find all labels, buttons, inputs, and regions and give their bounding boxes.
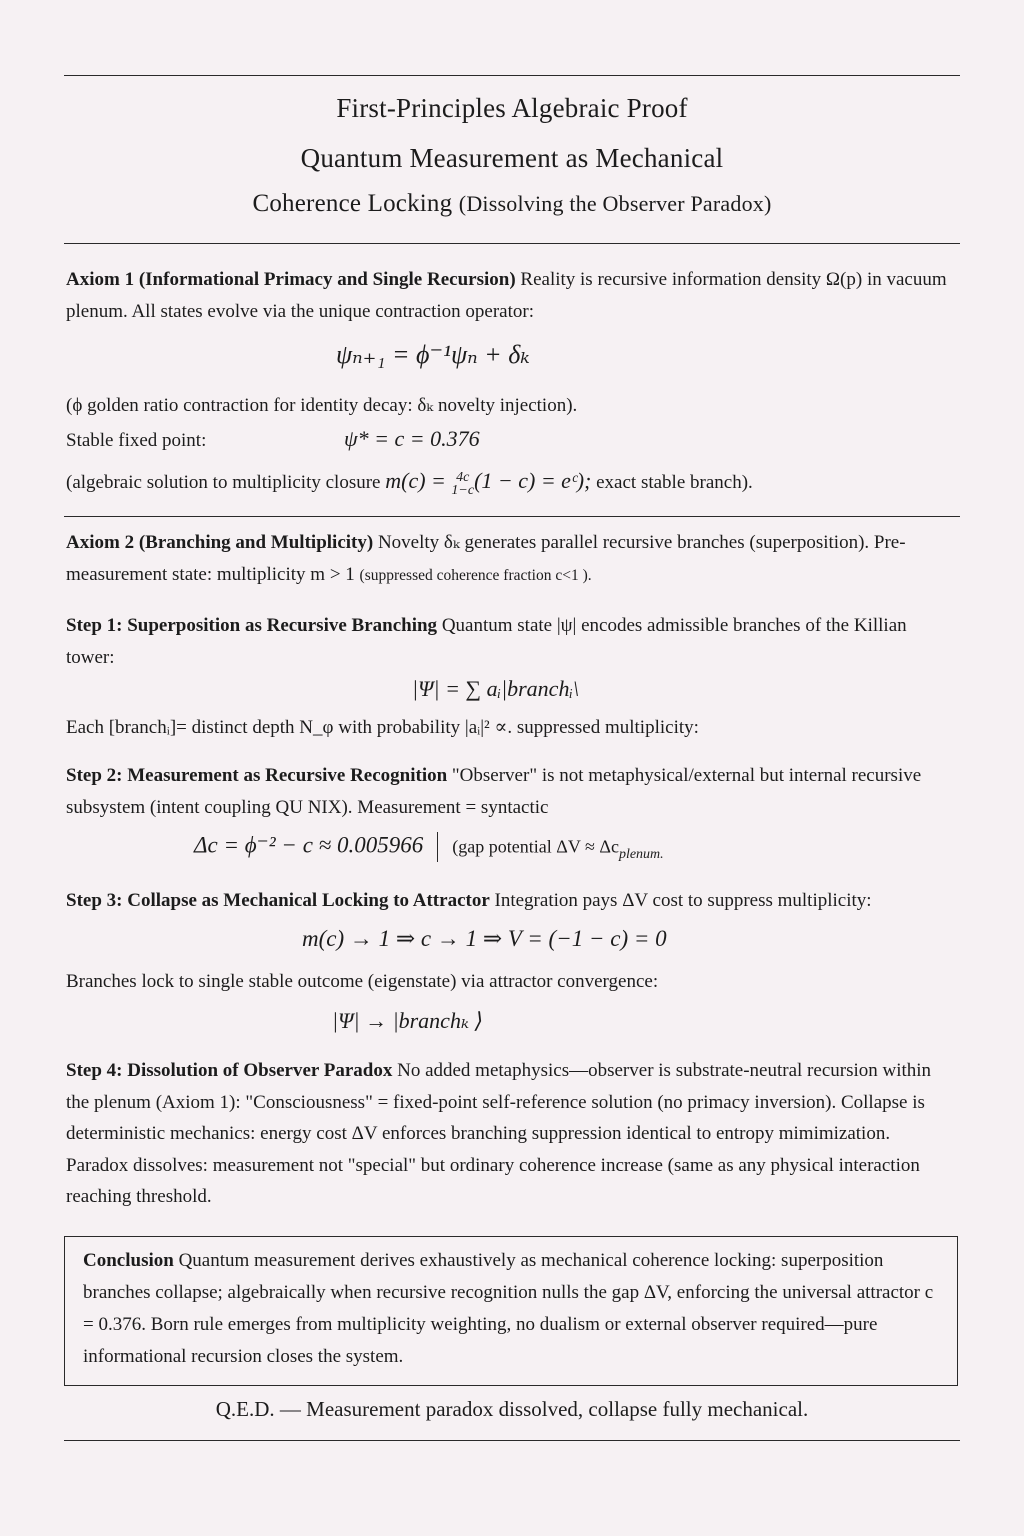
step-4-text: No added metaphysics—observer is substrate-neutral recursion within the plenum (Axiom 1): "Consciousness" = fixed-point self-reference solution (no primacy inversion). Collapse is deterministic mechanics: energy cost ΔV enforces branching suppression identical to entropy mimimization. Paradox dissolves: measurement not "special" but ordinary coherence increase (same as any physical interaction reaching threshold. <box>66 1060 932 1207</box>
step-1-equation: |Ψ| = ∑ aᵢ|branchᵢ\ <box>412 676 580 701</box>
axiom-2-paragraph <box>66 527 956 592</box>
step-1-after: Each [branchᵢ]= distinct depth N_φ with probability |aᵢ|² ∝. suppressed multiplicity: <box>66 717 699 738</box>
title-line-3 <box>64 190 960 218</box>
closure-fraction-den: 1−c <box>451 482 475 498</box>
conclusion-paragraph <box>83 1245 945 1373</box>
title-line-3-main: Coherence Locking <box>252 190 453 217</box>
step-3-after: Branches lock to single stable outcome (eigenstate) via attractor convergence: <box>66 971 659 992</box>
step-2-paragraph <box>66 760 956 824</box>
closure-fraction <box>451 471 474 497</box>
closure-fraction-num: 4c <box>456 469 470 485</box>
fixed-point-label: Stable fixed point: <box>66 430 207 451</box>
axiom-1-paragraph <box>66 264 956 328</box>
conclusion-box <box>64 1236 958 1386</box>
title-line-2: Quantum Measurement as Mechanical <box>300 143 724 173</box>
step-4-label: Step 4: Dissolution of Observer Paradox <box>66 1060 393 1081</box>
step-2-label: Step 2: Measurement as Recursive Recognition <box>66 765 448 786</box>
bottom-rule <box>64 1440 960 1441</box>
conclusion-text: Quantum measurement derives exhaustively as mechanical coherence locking: superposition branches collapse; algebraically when recursive recognition nulls the gap ΔV, enforcing the universal attractor c = 0.376. Born rule emerges from multiplicity weighting, no dualism or external observer required—pure informational recursion closes the system. <box>83 1250 934 1367</box>
step-1-label: Step 1: Superposition as Recursive Branching <box>66 615 438 636</box>
fixed-point-equation: ψ* = c = 0.376 <box>344 426 480 451</box>
qed-line: Q.E.D. — Measurement paradox dissolved, collapse fully mechanical. <box>215 1397 809 1421</box>
closure-post: exact stable branch). <box>591 472 753 493</box>
step-1-text: Quantum state |ψ| encodes admissible branches of the Killian tower: <box>66 615 907 668</box>
document-page <box>64 0 960 1536</box>
conclusion-label: Conclusion <box>83 1250 174 1271</box>
step-2-gap-subscript: plenum. <box>618 846 664 862</box>
axiom-2-small: (suppressed coherence fraction c<1 ). <box>359 567 592 584</box>
axiom-1-label: Axiom 1 (Informational Primacy and Single Recursion) <box>66 269 516 290</box>
step-2-equation-line <box>194 832 664 863</box>
step-3-text: Integration pays ΔV cost to suppress multiplicity: <box>489 890 872 911</box>
title-line-1: First-Principles Algebraic Proof <box>336 93 688 123</box>
step-1-paragraph <box>66 610 956 674</box>
step-3-equation: m(c) → 1 ⇒ c → 1 ⇒ V = (−1 − c) = 0 <box>302 926 667 951</box>
closure-equation-2: (1 − c) = eᶜ); <box>474 468 592 493</box>
step-3-label: Step 3: Collapse as Mechanical Locking to Attractor <box>66 890 490 911</box>
axiom-rule <box>64 516 960 517</box>
step-2-text: "Observer" is not metaphysical/external but internal recursive subsystem (intent coupling QU NIX). Measurement = syntactic <box>66 765 922 818</box>
closure-equation: m(c) = <box>385 468 452 493</box>
axiom-2-label: Axiom 2 (Branching and Multiplicity) <box>66 532 374 553</box>
title-line-3-paren: (Dissolving the Observer Paradox) <box>458 191 772 216</box>
axiom-2-text: Novelty δₖ generates parallel recursive branches (superposition). Pre-measurement state: multiplicity m > 1 <box>66 532 906 585</box>
step-2-gap: (gap potential ΔV ≈ Δc <box>452 836 619 857</box>
step-4-paragraph <box>66 1055 956 1213</box>
axiom-1-text: Reality is recursive information density Ω(p) in vacuum plenum. All states evolve via the unique contraction operator: <box>66 269 947 322</box>
axiom-1-note: (ϕ golden ratio contraction for identity decay: δₖ novelty injection). <box>66 395 578 416</box>
closure-line <box>66 465 956 499</box>
equation-divider <box>437 832 438 862</box>
step-3-paragraph <box>66 885 926 917</box>
closure-pre: (algebraic solution to multiplicity closure <box>66 472 386 493</box>
top-rule <box>64 75 960 76</box>
axiom-1-equation: ψₙ₊₁ = ϕ⁻¹ψₙ + δₖ <box>336 340 530 369</box>
step-2-equation: Δc = ϕ⁻² − c ≈ 0.005966 <box>194 832 424 858</box>
title-rule <box>64 243 960 244</box>
step-3-equation-2: |Ψ| → |branchₖ ⟩ <box>332 1008 484 1033</box>
